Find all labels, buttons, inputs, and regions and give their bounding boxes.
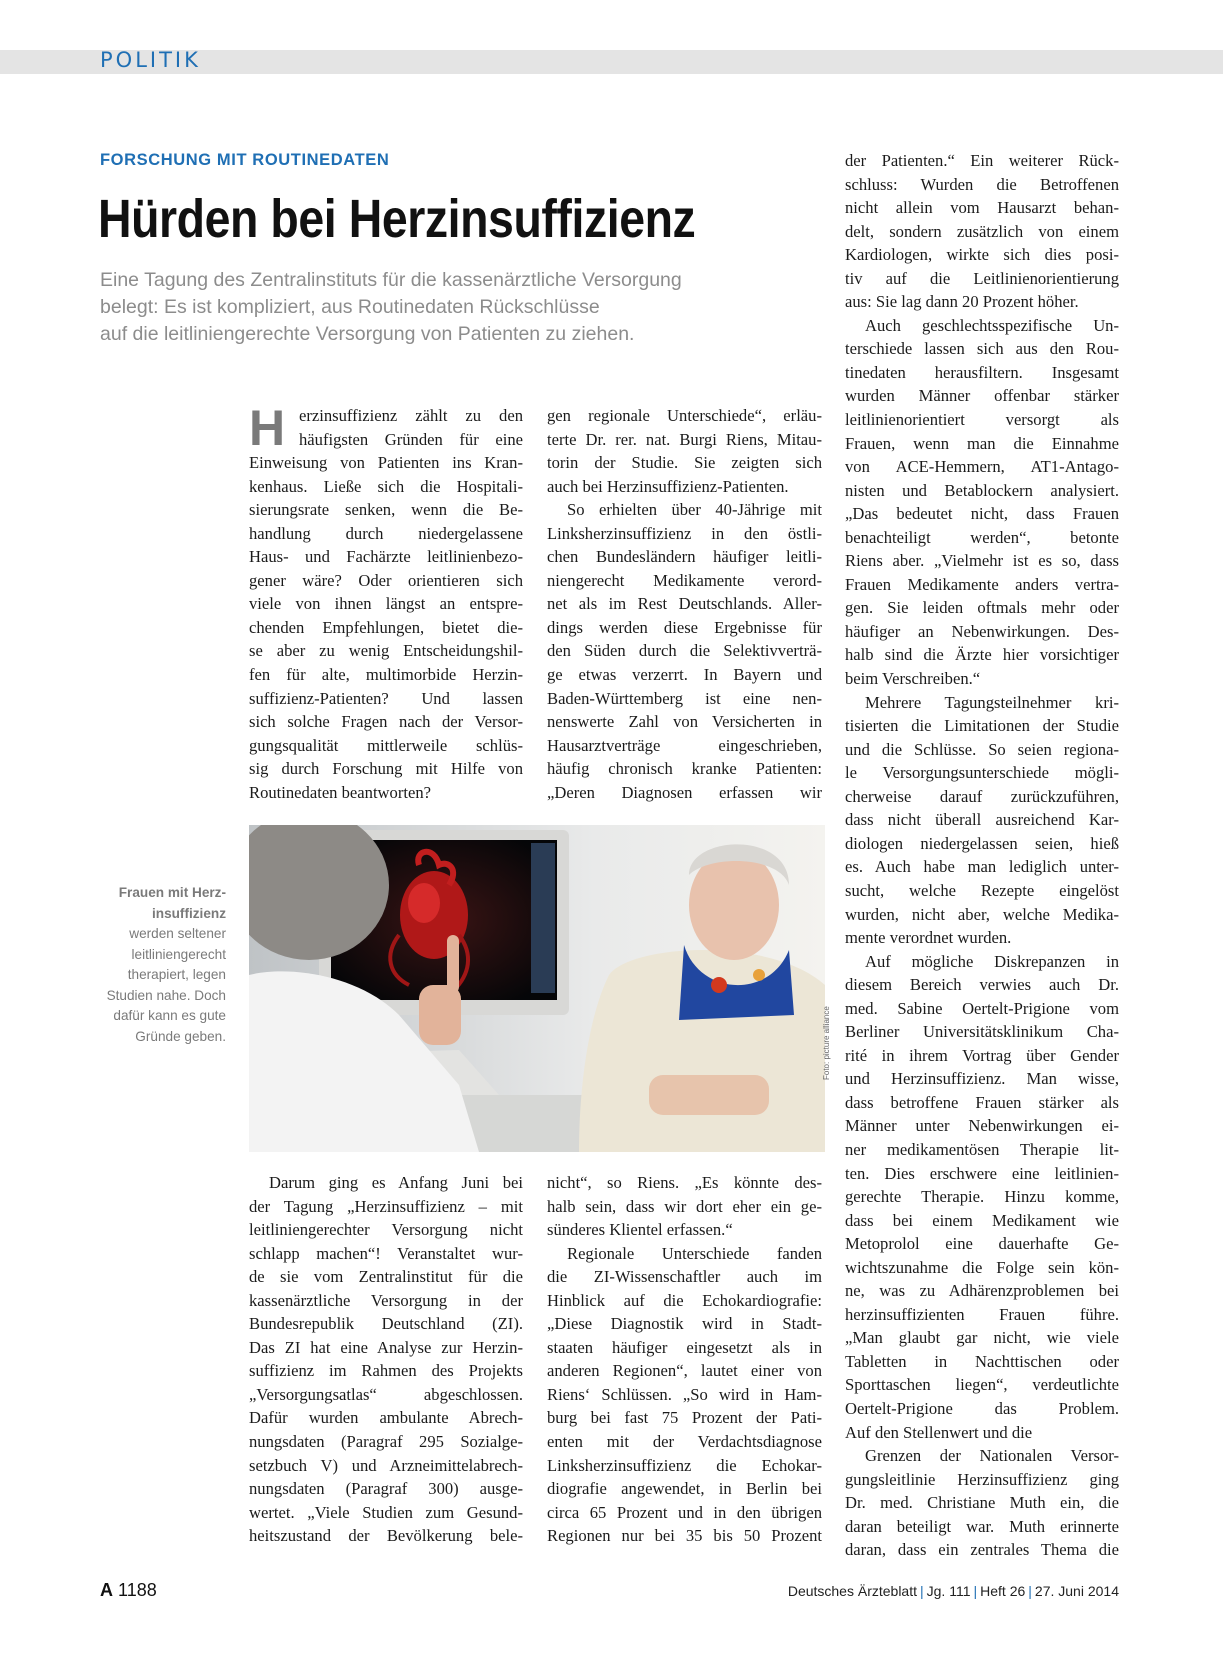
text-line: wurden Männer offenbar stärker	[845, 386, 1119, 406]
photo-credit: Foto: picture alliance	[822, 1006, 831, 1080]
photo-caption	[86, 883, 226, 1047]
text-line: halb sein, dass wir dort eher ein ge-	[547, 1196, 822, 1216]
kicker: FORSCHUNG MIT ROUTINEDATEN	[100, 151, 390, 169]
text-line: „Diese Diagnostik wird in Stadt-	[547, 1314, 822, 1334]
text-line: beim Verschreiben.“	[845, 669, 981, 689]
caption-line: therapiert, legen	[127, 967, 226, 982]
caption-title-line: Frauen mit Herz-	[118, 885, 226, 900]
text-line: circa 65 Prozent und in den übrigen	[547, 1502, 822, 1522]
text-line: fen für alte, multimorbide Herzin-	[249, 665, 523, 685]
text-line: wurden, nicht aber, welche Medika-	[845, 904, 1119, 924]
text-line: der Patienten.“ Ein weiterer Rück-	[845, 151, 1119, 170]
text-line: suffizienz-Patienten? Und lassen	[249, 688, 523, 708]
text-line: Frauen Medikamente anders vertra-	[845, 574, 1119, 594]
caption-line: leitliniengerecht	[131, 946, 226, 962]
page-number-value: 1188	[118, 1580, 157, 1600]
text-line: halb sind die Ärzte hier vorsichtiger	[845, 645, 1119, 665]
text-line: Linksherzinsuffizienz die Echokar-	[547, 1455, 822, 1475]
text-line: Sporttaschen liegen“, verdeutlichte	[845, 1375, 1119, 1395]
text-line: benachteiligt werden“, betonte	[845, 527, 1119, 547]
text-line: diografie angewendet, in Berlin bei	[547, 1479, 822, 1499]
text-line: burg bei fast 75 Prozent der Pati-	[547, 1408, 822, 1428]
text-line: diologen niedergelassen seien, hieß	[845, 833, 1119, 853]
text-line: gungsqualität mittlerweile schlüs-	[249, 735, 523, 755]
text-line: kenhaus. Ließe sich die Hospitali-	[249, 476, 523, 496]
journal-volume: Jg. 111	[926, 1583, 971, 1599]
caption-title-line: insuffizienz	[151, 905, 226, 921]
text-line: nicht“, so Riens. „Es könnte des-	[547, 1173, 822, 1192]
text-line: terschiede lassen sich aus den Rou-	[845, 339, 1119, 359]
text-line: nungsdaten (Paragraf 295 Sozialge-	[249, 1432, 523, 1452]
journal-name: Deutsches Ärzteblatt	[787, 1583, 917, 1599]
text-line: heitszustand der Bevölkerung bele-	[249, 1526, 523, 1546]
text-line: se aber zu wenig Entscheidungshil-	[249, 641, 523, 661]
text-line: schluss: Wurden die Betroffenen	[845, 174, 1119, 194]
text-line: gener wäre? Oder orientieren sich	[249, 570, 523, 590]
text-line: ne, was zu Adhärenzproblemen bei	[845, 1281, 1119, 1301]
text-line: staaten häufiger eingesetzt als in	[547, 1337, 822, 1357]
text-line: herzinsuffizienten Frauen führe.	[845, 1304, 1119, 1324]
text-line: tisierten die Limitationen der Studie	[845, 716, 1119, 736]
text-line: cherweise darauf zurückzuführen,	[845, 786, 1119, 806]
standfirst-line: Eine Tagung des Zentralinstituts für die kassenärztliche Versorgung	[100, 269, 682, 291]
text-line: tinedaten herausfiltern. Insgesamt	[845, 362, 1119, 382]
text-line: delt, sondern zusätzlich von einem	[845, 221, 1119, 241]
text-line: es. Auch habe man lediglich unter-	[845, 857, 1119, 877]
text-line: häufigsten Gründen für eine	[299, 429, 523, 449]
text-line: gen. Sie leiden oftmals mehr oder	[845, 598, 1119, 618]
text-line: chen Bundesländern häufiger leitli-	[547, 547, 822, 567]
text-line: ner medikamentösen Therapie lit-	[845, 1139, 1119, 1159]
article-column-3	[845, 149, 1119, 1562]
text-line: Auch geschlechtsspezifische Un-	[865, 315, 1119, 335]
text-line: rité in ihrem Vortrag über Gender	[845, 1045, 1119, 1065]
text-line: leitliniengerechter Versorgung nicht	[249, 1220, 523, 1240]
drop-cap: H	[249, 400, 286, 456]
section-label: POLITIK	[100, 48, 201, 72]
page-number	[100, 1580, 157, 1601]
text-line: Dafür wurden ambulante Abrech-	[249, 1408, 523, 1428]
text-line: der Tagung „Herzinsuffizienz – mit	[249, 1196, 523, 1216]
caption-line: Studien nahe. Doch	[106, 987, 226, 1003]
text-line: Darum ging es Anfang Juni bei	[269, 1173, 523, 1192]
text-line: sich solche Fragen nach der Versor-	[249, 712, 523, 732]
text-line: Linksherzinsuffizienz in den östli-	[547, 523, 822, 543]
text-line: Riens aber. „Vielmehr ist es so, dass	[845, 551, 1119, 571]
text-line: terte Dr. rer. nat. Burgi Riens, Mitau-	[547, 429, 822, 449]
text-line: sucht, welche Rezepte eingelöst	[845, 880, 1119, 900]
doctor-patient-photo	[249, 825, 825, 1152]
text-line: Haus- und Fachärzte leitlinienbezo-	[249, 547, 523, 567]
caption-line: werden seltener	[129, 926, 226, 941]
text-line: Baden-Württemberg ist eine nen-	[547, 688, 822, 708]
text-line: sünderes Klientel erfassen.“	[547, 1220, 733, 1240]
text-line: anderen Regionen“, lautet einer von	[547, 1361, 822, 1381]
text-line: Frauen, wenn man die Einnahme	[845, 433, 1119, 453]
text-line: wichtszunahme die Folge sein kön-	[845, 1257, 1119, 1277]
text-line: erzinsuffizienz zählt zu den	[299, 406, 523, 425]
text-line: Berliner Universitätsklinikum Cha-	[845, 1022, 1119, 1042]
text-line: gungsleitlinie Herzinsuffizienz ging	[845, 1469, 1119, 1489]
text-line: und die Schlüsse. So seien regiona-	[845, 739, 1119, 759]
text-line: Metoprolol eine dauerhafte Ge-	[845, 1234, 1119, 1254]
standfirst	[100, 267, 800, 348]
text-line: nenswerte Zahl von Versicherten in	[547, 712, 822, 732]
text-line: Bundesrepublik Deutschland (ZI).	[249, 1314, 523, 1334]
text-line: schlapp machen“! Veranstaltet wur-	[249, 1243, 523, 1263]
text-line: dings werden diese Ergebnisse für	[547, 617, 822, 637]
text-line: de sie vom Zentralinstitut für die	[249, 1267, 523, 1287]
text-line: viele von ihnen längst an entspre-	[249, 594, 523, 614]
text-line: häufig chronisch kranke Patienten:	[547, 759, 822, 779]
text-line: häufiger an Nebenwirkungen. Des-	[845, 621, 1119, 641]
text-line: wertet. „Viele Studien zum Gesund-	[249, 1502, 523, 1522]
text-line: nicht allein vom Hausarzt behan-	[845, 198, 1119, 218]
text-line: dass nicht überall ausreichend Kar-	[845, 810, 1119, 830]
text-line: dass bei einem Medikament wie	[845, 1210, 1119, 1230]
text-line: nisten und Betablockern analysiert.	[845, 480, 1119, 500]
text-line: kassenärztliche Versorgung in der	[249, 1290, 523, 1310]
text-line: niengerecht Medikamente verord-	[547, 570, 822, 590]
text-line: Einweisung von Patienten ins Kran-	[249, 453, 523, 473]
text-line: auch bei Herzinsuffizienz-Patienten.	[547, 476, 789, 496]
text-line: den Süden durch die Selektivverträ-	[547, 641, 822, 661]
text-line: Regionale Unterschiede fanden	[567, 1243, 822, 1263]
text-line: sig durch Forschung mit Hilfe von	[249, 759, 523, 779]
text-line: So erhielten über 40-Jährige mit	[567, 500, 822, 520]
text-line: le Versorgungsunterschiede mögli-	[845, 763, 1119, 783]
text-line: ten. Dies erschwere eine leitlinien-	[845, 1163, 1119, 1183]
text-line: Tabletten in Nachttischen oder	[845, 1351, 1119, 1371]
text-line: gen regionale Unterschiede“, erläu-	[547, 406, 822, 425]
text-line: suffizienz im Rahmen des Projekts	[249, 1361, 523, 1381]
text-line: handlung durch niedergelassene	[249, 523, 523, 543]
text-line: Routinedaten beantworten?	[249, 782, 432, 802]
text-line: gerechte Therapie. Hinzu komme,	[845, 1187, 1119, 1207]
text-line: ge etwas verzerrt. In Bayern und	[547, 665, 822, 685]
article-column-1-bottom	[249, 1171, 523, 1548]
text-line: Männer unter Nebenwirkungen ei-	[845, 1116, 1119, 1136]
article-column-2-bottom	[547, 1171, 822, 1548]
text-line: „Das bedeutet nicht, dass Frauen	[845, 504, 1119, 524]
headline: Hürden bei Herzinsuffizienz	[98, 189, 696, 249]
text-line: Hausarztverträge eingeschrieben,	[547, 735, 822, 755]
text-line: Hinblick auf die Echokardiografie:	[547, 1290, 822, 1310]
text-line: nungsdaten (Paragraf 300) ausge-	[249, 1479, 523, 1499]
text-line: Mehrere Tagungsteilnehmer kri-	[865, 692, 1119, 712]
text-line: und Herzinsuffizienz. Man wisse,	[845, 1069, 1119, 1089]
standfirst-line: auf die leitliniengerechte Versorgung von Patienten zu ziehen.	[100, 323, 635, 345]
text-line: von ACE-Hemmern, AT1-Antago-	[845, 457, 1119, 477]
text-line: Kardiologen, wirkte sich dies posi-	[845, 245, 1119, 265]
article-column-1-top	[249, 400, 523, 804]
text-line: Dr. med. Christiane Muth ein, die	[845, 1493, 1119, 1513]
text-line: chenden Empfehlungen, bietet die-	[249, 617, 523, 637]
text-line: Oertelt-Prigione das Problem.	[845, 1398, 1119, 1418]
caption-line: Gründe geben.	[135, 1028, 226, 1044]
text-line: aus: Sie lag dann 20 Prozent höher.	[845, 292, 1079, 312]
text-line: die ZI-Wissenschaftler auch im	[547, 1267, 822, 1287]
text-line: Regionen nur bei 35 bis 50 Prozent	[547, 1526, 822, 1546]
text-line: „Man glaubt gar nicht, wie viele	[845, 1328, 1119, 1348]
text-line: setzbuch V) und Arzneimittelabrech-	[249, 1455, 523, 1475]
article-column-2-top	[547, 404, 822, 804]
text-line: net als im Rest Deutschlands. Aller-	[547, 594, 822, 614]
text-line: enten mit der Verdachtsdiagnose	[547, 1432, 822, 1452]
text-line: dass betroffene Frauen stärker als	[845, 1092, 1119, 1112]
caption-line: dafür kann es gute	[113, 1008, 226, 1023]
journal-footer: Deutsches Ärzteblatt | Jg. 111 | Heft 26 | 27. Juni 2014	[787, 1583, 1119, 1599]
page-prefix: A	[100, 1580, 113, 1600]
text-line: tiv auf die Leitlinienorientierung	[845, 268, 1119, 288]
text-line: Das ZI hat eine Analyse zur Herzin-	[249, 1337, 523, 1357]
text-line: Riens‘ Schlüssen. „So wird in Ham-	[547, 1384, 822, 1404]
text-line: daran beteiligt war. Muth erinnerte	[845, 1516, 1119, 1536]
text-line: „Versorgungsatlas“ abgeschlossen.	[249, 1384, 523, 1404]
text-line: diesem Bereich verwies auch Dr.	[845, 975, 1119, 995]
text-line: med. Sabine Oertelt-Prigione vom	[845, 998, 1119, 1018]
text-line: Auf mögliche Diskrepanzen in	[865, 951, 1119, 971]
text-line: „Deren Diagnosen erfassen wir	[547, 782, 822, 802]
text-line: leitlinienorientiert versorgt als	[845, 410, 1119, 430]
standfirst-line: belegt: Es ist kompliziert, aus Routinedaten Rückschlüsse	[100, 296, 600, 318]
text-line: Auf den Stellenwert und die	[845, 1422, 1033, 1442]
text-line: daran, dass ein zentrales Thema die	[845, 1540, 1119, 1560]
article-photo	[249, 825, 825, 1152]
text-line: torin der Studie. Sie zeigten sich	[547, 453, 822, 473]
text-line: Grenzen der Nationalen Versor-	[865, 1446, 1119, 1466]
text-line: mente verordnet wurden.	[845, 928, 1012, 948]
journal-issue: Heft 26	[980, 1583, 1026, 1599]
journal-date: 27. Juni 2014	[1034, 1583, 1119, 1599]
text-line: sierungsrate senken, wenn die Be-	[249, 500, 523, 520]
